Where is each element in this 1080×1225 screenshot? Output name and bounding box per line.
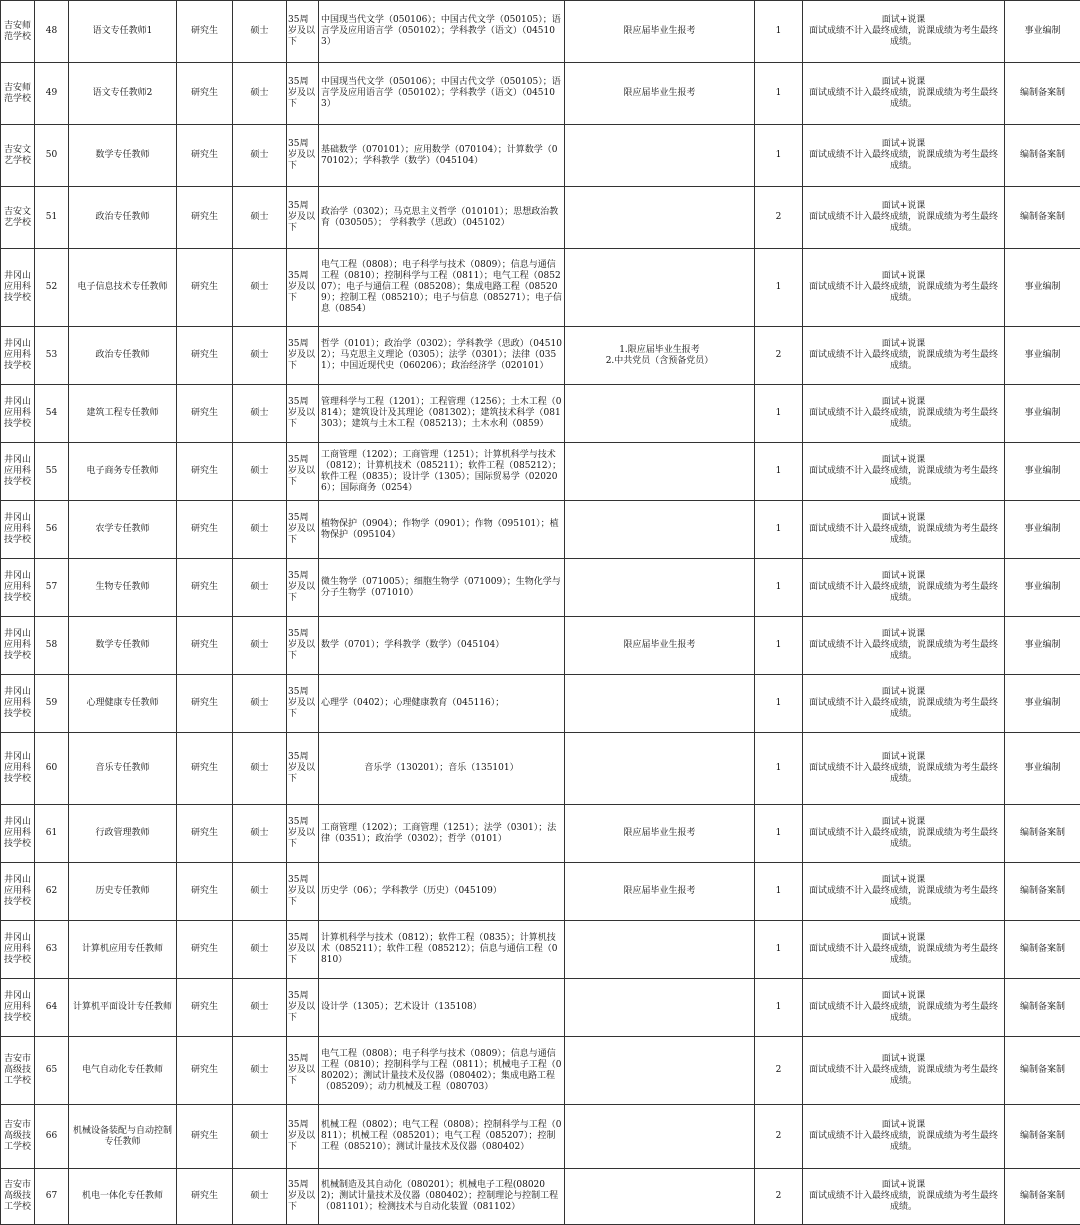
degree-cell: 硕士 [233, 805, 287, 863]
table-row [1, 675, 1080, 733]
degree-cell: 硕士 [233, 249, 287, 327]
staffing-type-cell: 事业编制 [1005, 559, 1080, 617]
degree-cell: 硕士 [233, 979, 287, 1037]
major-cell: 电气工程（0808）；电子科学与技术（0809）；信息与通信工程（0810）；控制科学与工程（0811）；机械电子工程（080202）；测试计量技术及仪器（080402）；集成电路工程（085209）；动力机械及工程（080703） [319, 1037, 565, 1105]
age-limit-cell: 35周岁及以下 [287, 733, 319, 805]
other-requirements-cell [565, 675, 755, 733]
age-limit-cell: 35周岁及以下 [287, 1, 319, 63]
employer-cell: 吉安市高级技工学校 [1, 1169, 35, 1225]
staffing-type-cell: 事业编制 [1005, 733, 1080, 805]
headcount-cell: 1 [755, 559, 803, 617]
exam-method-cell: 面试+说课 面试成绩不计入最终成绩，说课成绩为考生最终成绩。 [803, 249, 1005, 327]
exam-method-cell: 面试+说课 面试成绩不计入最终成绩，说课成绩为考生最终成绩。 [803, 1037, 1005, 1105]
degree-cell: 硕士 [233, 559, 287, 617]
education-cell: 研究生 [177, 249, 233, 327]
education-cell: 研究生 [177, 805, 233, 863]
staffing-type-cell: 事业编制 [1005, 327, 1080, 385]
headcount-cell: 1 [755, 385, 803, 443]
degree-cell: 硕士 [233, 187, 287, 249]
post-name-cell: 建筑工程专任教师 [69, 385, 177, 443]
table-row [1, 385, 1080, 443]
post-name-cell: 数学专任教师 [69, 125, 177, 187]
other-requirements-cell: 限应届毕业生报考 [565, 863, 755, 921]
age-limit-cell: 35周岁及以下 [287, 979, 319, 1037]
staffing-type-cell: 事业编制 [1005, 501, 1080, 559]
headcount-cell: 2 [755, 1169, 803, 1225]
major-cell: 计算机科学与技术（0812）；软件工程（0835）；计算机技术（085211）；软件工程（085212）；信息与通信工程（0810） [319, 921, 565, 979]
major-cell: 设计学（1305）；艺术设计（135108） [319, 979, 565, 1037]
degree-cell: 硕士 [233, 733, 287, 805]
degree-cell: 硕士 [233, 863, 287, 921]
post-number-cell: 52 [35, 249, 69, 327]
other-requirements-cell: 限应届毕业生报考 [565, 1, 755, 63]
post-name-cell: 农学专任教师 [69, 501, 177, 559]
major-cell: 政治学（0302）；马克思主义哲学（010101）；思想政治教育（030505）； 学科教学（思政）（045102） [319, 187, 565, 249]
post-number-cell: 63 [35, 921, 69, 979]
employer-cell: 井冈山应用科技学校 [1, 979, 35, 1037]
employer-cell: 井冈山应用科技学校 [1, 675, 35, 733]
education-cell: 研究生 [177, 1169, 233, 1225]
education-cell: 研究生 [177, 187, 233, 249]
education-cell: 研究生 [177, 979, 233, 1037]
other-requirements-cell [565, 187, 755, 249]
other-requirements-cell [565, 733, 755, 805]
exam-method-cell: 面试+说课 面试成绩不计入最终成绩，说课成绩为考生最终成绩。 [803, 1169, 1005, 1225]
table-row [1, 501, 1080, 559]
education-cell: 研究生 [177, 733, 233, 805]
education-cell: 研究生 [177, 675, 233, 733]
other-requirements-cell [565, 385, 755, 443]
major-cell: 微生物学（071005）；细胞生物学（071009）；生物化学与分子生物学（071010） [319, 559, 565, 617]
employer-cell: 吉安市高级技工学校 [1, 1037, 35, 1105]
employer-cell: 井冈山应用科技学校 [1, 249, 35, 327]
other-requirements-cell [565, 1037, 755, 1105]
table-row [1, 327, 1080, 385]
employer-cell: 井冈山应用科技学校 [1, 617, 35, 675]
education-cell: 研究生 [177, 501, 233, 559]
post-name-cell: 音乐专任教师 [69, 733, 177, 805]
other-requirements-cell: 限应届毕业生报考 [565, 805, 755, 863]
age-limit-cell: 35周岁及以下 [287, 675, 319, 733]
employer-cell: 井冈山应用科技学校 [1, 501, 35, 559]
age-limit-cell: 35周岁及以下 [287, 863, 319, 921]
major-cell: 中国现当代文学（050106）；中国古代文学（050105）；语言学及应用语言学（050102）；学科教学（语文）（045103） [319, 1, 565, 63]
employer-cell: 吉安文艺学校 [1, 187, 35, 249]
employer-cell: 井冈山应用科技学校 [1, 921, 35, 979]
post-number-cell: 60 [35, 733, 69, 805]
post-number-cell: 67 [35, 1169, 69, 1225]
table-row [1, 559, 1080, 617]
headcount-cell: 1 [755, 443, 803, 501]
table-body [1, 1, 1080, 1225]
post-number-cell: 51 [35, 187, 69, 249]
other-requirements-cell: 限应届毕业生报考 [565, 63, 755, 125]
employer-cell: 吉安市高级技工学校 [1, 1105, 35, 1169]
degree-cell: 硕士 [233, 501, 287, 559]
headcount-cell: 1 [755, 863, 803, 921]
headcount-cell: 2 [755, 187, 803, 249]
education-cell: 研究生 [177, 617, 233, 675]
age-limit-cell: 35周岁及以下 [287, 63, 319, 125]
major-cell: 电气工程（0808）；电子科学与技术（0809）；信息与通信工程（0810）；控制科学与工程（0811）；电气工程（085207）；电子与通信工程（085208）；集成电路工程（085209）；控制工程（085210）；电子与信息（085271）；电子信息（0854） [319, 249, 565, 327]
post-name-cell: 电子信息技术专任教师 [69, 249, 177, 327]
major-cell: 哲学（0101）；政治学（0302）；学科教学（思政）（045102）；马克思主义理论（0305）；法学（0301）；法律（0351）；中国近现代史（060206）；政治经济学（020101） [319, 327, 565, 385]
headcount-cell: 1 [755, 501, 803, 559]
headcount-cell: 1 [755, 733, 803, 805]
staffing-type-cell: 编制备案制 [1005, 187, 1080, 249]
exam-method-cell: 面试+说课 面试成绩不计入最终成绩，说课成绩为考生最终成绩。 [803, 979, 1005, 1037]
post-name-cell: 历史专任教师 [69, 863, 177, 921]
post-number-cell: 66 [35, 1105, 69, 1169]
age-limit-cell: 35周岁及以下 [287, 1169, 319, 1225]
staffing-type-cell: 编制备案制 [1005, 1037, 1080, 1105]
post-number-cell: 58 [35, 617, 69, 675]
education-cell: 研究生 [177, 327, 233, 385]
headcount-cell: 2 [755, 1105, 803, 1169]
headcount-cell: 2 [755, 327, 803, 385]
post-number-cell: 50 [35, 125, 69, 187]
other-requirements-cell [565, 979, 755, 1037]
education-cell: 研究生 [177, 559, 233, 617]
post-number-cell: 53 [35, 327, 69, 385]
staffing-type-cell: 编制备案制 [1005, 921, 1080, 979]
degree-cell: 硕士 [233, 443, 287, 501]
education-cell: 研究生 [177, 125, 233, 187]
headcount-cell: 1 [755, 125, 803, 187]
table-row [1, 1037, 1080, 1105]
table-row [1, 187, 1080, 249]
headcount-cell: 1 [755, 63, 803, 125]
staffing-type-cell: 编制备案制 [1005, 1169, 1080, 1225]
post-number-cell: 65 [35, 1037, 69, 1105]
table-row [1, 921, 1080, 979]
employer-cell: 井冈山应用科技学校 [1, 385, 35, 443]
other-requirements-cell [565, 501, 755, 559]
post-name-cell: 语文专任教师1 [69, 1, 177, 63]
employer-cell: 井冈山应用科技学校 [1, 863, 35, 921]
post-number-cell: 61 [35, 805, 69, 863]
staffing-type-cell: 编制备案制 [1005, 125, 1080, 187]
staffing-type-cell: 事业编制 [1005, 249, 1080, 327]
post-number-cell: 54 [35, 385, 69, 443]
employer-cell: 吉安文艺学校 [1, 125, 35, 187]
other-requirements-cell [565, 559, 755, 617]
staffing-type-cell: 事业编制 [1005, 1, 1080, 63]
employer-cell: 井冈山应用科技学校 [1, 443, 35, 501]
education-cell: 研究生 [177, 863, 233, 921]
degree-cell: 硕士 [233, 921, 287, 979]
staffing-type-cell: 事业编制 [1005, 675, 1080, 733]
employer-cell: 井冈山应用科技学校 [1, 805, 35, 863]
post-number-cell: 49 [35, 63, 69, 125]
table-row [1, 979, 1080, 1037]
degree-cell: 硕士 [233, 617, 287, 675]
degree-cell: 硕士 [233, 675, 287, 733]
other-requirements-cell: 1.限应届毕业生报考 2.中共党员（含预备党员） [565, 327, 755, 385]
other-requirements-cell [565, 1105, 755, 1169]
headcount-cell: 1 [755, 1, 803, 63]
age-limit-cell: 35周岁及以下 [287, 327, 319, 385]
exam-method-cell: 面试+说课 面试成绩不计入最终成绩，说课成绩为考生最终成绩。 [803, 733, 1005, 805]
major-cell: 历史学（06）；学科教学（历史）（045109） [319, 863, 565, 921]
age-limit-cell: 35周岁及以下 [287, 559, 319, 617]
post-name-cell: 政治专任教师 [69, 187, 177, 249]
major-cell: 基础数学（070101）；应用数学（070104）；计算数学（070102）；学科教学（数学）（045104） [319, 125, 565, 187]
post-name-cell: 机械设备装配与自动控制专任教师 [69, 1105, 177, 1169]
exam-method-cell: 面试+说课 面试成绩不计入最终成绩，说课成绩为考生最终成绩。 [803, 327, 1005, 385]
staffing-type-cell: 编制备案制 [1005, 863, 1080, 921]
education-cell: 研究生 [177, 1, 233, 63]
employer-cell: 吉安师范学校 [1, 63, 35, 125]
exam-method-cell: 面试+说课 面试成绩不计入最终成绩，说课成绩为考生最终成绩。 [803, 187, 1005, 249]
headcount-cell: 1 [755, 675, 803, 733]
degree-cell: 硕士 [233, 63, 287, 125]
headcount-cell: 1 [755, 249, 803, 327]
other-requirements-cell [565, 921, 755, 979]
table-row [1, 249, 1080, 327]
major-cell: 管理科学与工程（1201）；工程管理（1256）；土木工程（0814）；建筑设计及其理论（081302）；建筑技术科学（081303）；建筑与土木工程（085213）；土木水利（0859） [319, 385, 565, 443]
employer-cell: 井冈山应用科技学校 [1, 733, 35, 805]
staffing-type-cell: 编制备案制 [1005, 63, 1080, 125]
exam-method-cell: 面试+说课 面试成绩不计入最终成绩，说课成绩为考生最终成绩。 [803, 863, 1005, 921]
post-number-cell: 64 [35, 979, 69, 1037]
headcount-cell: 1 [755, 805, 803, 863]
post-name-cell: 生物专任教师 [69, 559, 177, 617]
age-limit-cell: 35周岁及以下 [287, 385, 319, 443]
post-name-cell: 政治专任教师 [69, 327, 177, 385]
other-requirements-cell [565, 249, 755, 327]
education-cell: 研究生 [177, 921, 233, 979]
degree-cell: 硕士 [233, 125, 287, 187]
major-cell: 机械制造及其自动化（080201）；机械电子工程(080202)；测试计量技术及仪器（080402）；控制理论与控制工程（081101）；检测技术与自动化装置（081102） [319, 1169, 565, 1225]
post-name-cell: 电气自动化专任教师 [69, 1037, 177, 1105]
staffing-type-cell: 事业编制 [1005, 617, 1080, 675]
education-cell: 研究生 [177, 443, 233, 501]
age-limit-cell: 35周岁及以下 [287, 443, 319, 501]
headcount-cell: 1 [755, 617, 803, 675]
age-limit-cell: 35周岁及以下 [287, 921, 319, 979]
post-name-cell: 心理健康专任教师 [69, 675, 177, 733]
table-row [1, 733, 1080, 805]
education-cell: 研究生 [177, 1105, 233, 1169]
exam-method-cell: 面试+说课 面试成绩不计入最终成绩，说课成绩为考生最终成绩。 [803, 617, 1005, 675]
major-cell: 中国现当代文学（050106）；中国古代文学（050105）；语言学及应用语言学（050102）；学科教学（语文）（045103） [319, 63, 565, 125]
staffing-type-cell: 编制备案制 [1005, 1105, 1080, 1169]
age-limit-cell: 35周岁及以下 [287, 249, 319, 327]
staffing-type-cell: 事业编制 [1005, 443, 1080, 501]
post-number-cell: 57 [35, 559, 69, 617]
headcount-cell: 2 [755, 1037, 803, 1105]
exam-method-cell: 面试+说课 面试成绩不计入最终成绩，说课成绩为考生最终成绩。 [803, 385, 1005, 443]
major-cell: 数学（0701）；学科教学（数学）（045104） [319, 617, 565, 675]
exam-method-cell: 面试+说课 面试成绩不计入最终成绩，说课成绩为考生最终成绩。 [803, 805, 1005, 863]
degree-cell: 硕士 [233, 327, 287, 385]
other-requirements-cell [565, 125, 755, 187]
post-number-cell: 56 [35, 501, 69, 559]
age-limit-cell: 35周岁及以下 [287, 125, 319, 187]
table-row [1, 443, 1080, 501]
employer-cell: 井冈山应用科技学校 [1, 327, 35, 385]
post-name-cell: 机电一体化专任教师 [69, 1169, 177, 1225]
education-cell: 研究生 [177, 1037, 233, 1105]
post-name-cell: 数学专任教师 [69, 617, 177, 675]
age-limit-cell: 35周岁及以下 [287, 1105, 319, 1169]
degree-cell: 硕士 [233, 385, 287, 443]
major-cell: 机械工程（0802）；电气工程（0808）；控制科学与工程（0811）；机械工程（085201）；电气工程（085207）；控制工程（085210）；测试计量技术及仪器（080402） [319, 1105, 565, 1169]
post-number-cell: 62 [35, 863, 69, 921]
table-row [1, 863, 1080, 921]
post-number-cell: 48 [35, 1, 69, 63]
employer-cell: 吉安师范学校 [1, 1, 35, 63]
table-row [1, 1105, 1080, 1169]
degree-cell: 硕士 [233, 1169, 287, 1225]
post-name-cell: 计算机应用专任教师 [69, 921, 177, 979]
exam-method-cell: 面试+说课 面试成绩不计入最终成绩，说课成绩为考生最终成绩。 [803, 501, 1005, 559]
post-name-cell: 电子商务专任教师 [69, 443, 177, 501]
table-row [1, 63, 1080, 125]
age-limit-cell: 35周岁及以下 [287, 1037, 319, 1105]
exam-method-cell: 面试+说课 面试成绩不计入最终成绩，说课成绩为考生最终成绩。 [803, 125, 1005, 187]
table-row [1, 617, 1080, 675]
age-limit-cell: 35周岁及以下 [287, 501, 319, 559]
other-requirements-cell [565, 443, 755, 501]
exam-method-cell: 面试+说课 面试成绩不计入最终成绩，说课成绩为考生最终成绩。 [803, 1, 1005, 63]
employer-cell: 井冈山应用科技学校 [1, 559, 35, 617]
degree-cell: 硕士 [233, 1105, 287, 1169]
education-cell: 研究生 [177, 63, 233, 125]
table-row [1, 125, 1080, 187]
education-cell: 研究生 [177, 385, 233, 443]
table-row [1, 1169, 1080, 1225]
other-requirements-cell: 限应届毕业生报考 [565, 617, 755, 675]
staffing-type-cell: 编制备案制 [1005, 979, 1080, 1037]
table-row [1, 1, 1080, 63]
major-cell: 植物保护（0904）；作物学（0901）；作物（095101）；植物保护（095104） [319, 501, 565, 559]
headcount-cell: 1 [755, 979, 803, 1037]
post-name-cell: 行政管理教师 [69, 805, 177, 863]
headcount-cell: 1 [755, 921, 803, 979]
exam-method-cell: 面试+说课 面试成绩不计入最终成绩，说课成绩为考生最终成绩。 [803, 921, 1005, 979]
degree-cell: 硕士 [233, 1, 287, 63]
exam-method-cell: 面试+说课 面试成绩不计入最终成绩，说课成绩为考生最终成绩。 [803, 559, 1005, 617]
exam-method-cell: 面试+说课 面试成绩不计入最终成绩，说课成绩为考生最终成绩。 [803, 63, 1005, 125]
exam-method-cell: 面试+说课 面试成绩不计入最终成绩，说课成绩为考生最终成绩。 [803, 1105, 1005, 1169]
staffing-type-cell: 编制备案制 [1005, 805, 1080, 863]
exam-method-cell: 面试+说课 面试成绩不计入最终成绩，说课成绩为考生最终成绩。 [803, 443, 1005, 501]
post-name-cell: 计算机平面设计专任教师 [69, 979, 177, 1037]
major-cell: 工商管理（1202）；工商管理（1251）；计算机科学与技术（0812）；计算机技术（085211）；软件工程（085212）；软件工程（0835）；设计学（1305）；国际贸易学（020206）；国际商务（0254） [319, 443, 565, 501]
table-row [1, 805, 1080, 863]
age-limit-cell: 35周岁及以下 [287, 805, 319, 863]
post-number-cell: 55 [35, 443, 69, 501]
exam-method-cell: 面试+说课 面试成绩不计入最终成绩，说课成绩为考生最终成绩。 [803, 675, 1005, 733]
staffing-type-cell: 事业编制 [1005, 385, 1080, 443]
other-requirements-cell [565, 1169, 755, 1225]
post-number-cell: 59 [35, 675, 69, 733]
age-limit-cell: 35周岁及以下 [287, 617, 319, 675]
age-limit-cell: 35周岁及以下 [287, 187, 319, 249]
major-cell: 心理学（0402）；心理健康教育（045116）； [319, 675, 565, 733]
major-cell: 音乐学（130201）；音乐（135101） [319, 733, 565, 805]
major-cell: 工商管理（1202）；工商管理（1251）；法学（0301）；法律（0351）；政治学（0302）；哲学（0101） [319, 805, 565, 863]
degree-cell: 硕士 [233, 1037, 287, 1105]
post-name-cell: 语文专任教师2 [69, 63, 177, 125]
